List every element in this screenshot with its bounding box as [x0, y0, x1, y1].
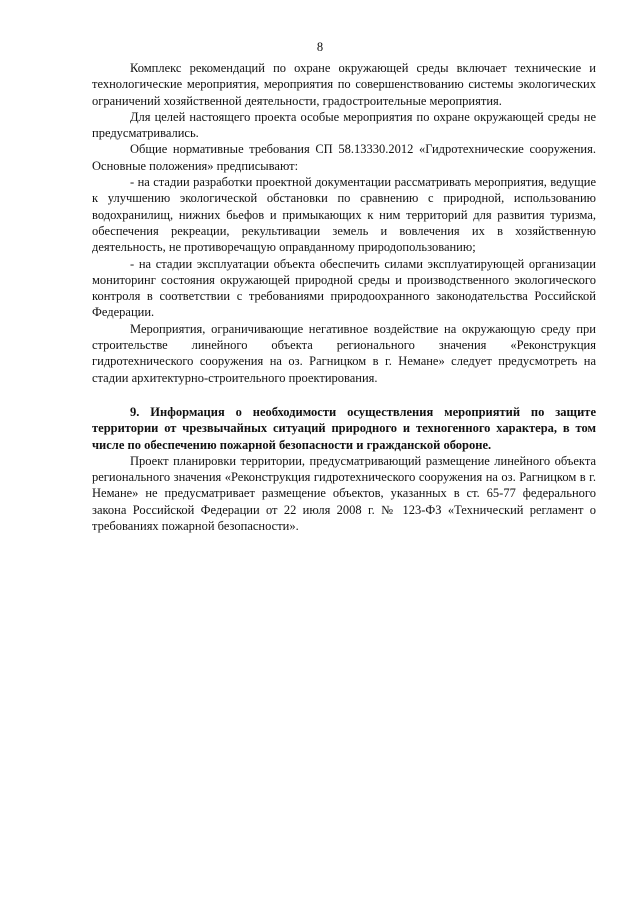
section-heading-9: 9. Информация о необходимости осуществления мероприятий по защите территории от чрезвычайных ситуаций природного и техногенного характера, в том числе по обеспечению пожарной безопасности и гражданской обороне.	[92, 404, 596, 452]
bullet-operation-stage: - на стадии эксплуатации объекта обеспечить силами эксплуатирующей организации мониторинг состояния окружающей природной среды и производственного экологического контроля в соответствии с требованиями природоохранного законодательства Российской Федерации.	[92, 256, 596, 320]
paragraph-construction-measures: Мероприятия, ограничивающие негативное воздействие на окружающую среду при строительстве линейного объекта регионального значения «Реконструкция гидротехнического сооружения на оз. Рагницком в г. Немане» следует предусмотреть на стадии архитектурно-строительного проектирования.	[92, 321, 596, 385]
paragraph-section9-1: Проект планировки территории, предусматривающий размещение линейного объекта регионального значения «Реконструкция гидротехнического сооружения на оз. Рагницком в г. Немане» не предусматривает размещение объектов, указанных в ст. 65-77 федерального закона Российской Федерации от 22 июля 2008 г. № 123-ФЗ «Технический регламент о требованиях пожарной безопасности».	[92, 453, 596, 534]
paragraph-recommendations: Комплекс рекомендаций по охране окружающей среды включает технические и технологические мероприятия, мероприятия по совершенствованию системы экологических ограничений хозяйственной деятельности, градостроительные мероприятия.	[92, 61, 596, 108]
bullet-design-stage: - на стадии разработки проектной документации рассматривать мероприятия, ведущие к улучшению экологической обстановки по сравнению с природной, использованию водохранилищ, нижних бьефов и примыкающих к ним территорий для развития туризма, обеспечения рекреации, рекультивации земель и вовлечения их в хозяйственную деятельность, не противоречащую оправданному природопользованию;	[92, 175, 596, 255]
page-number: 8	[316, 40, 324, 54]
page-content	[92, 60, 596, 534]
paragraph-no-special-measures: Для целей настоящего проекта особые мероприятия по охране окружающей среды не предусматривались.	[92, 109, 596, 141]
paragraph-general-requirements: Общие нормативные требования СП 58.13330.2012 «Гидротехнические сооружения. Основные положения» предписывают:	[92, 142, 596, 173]
